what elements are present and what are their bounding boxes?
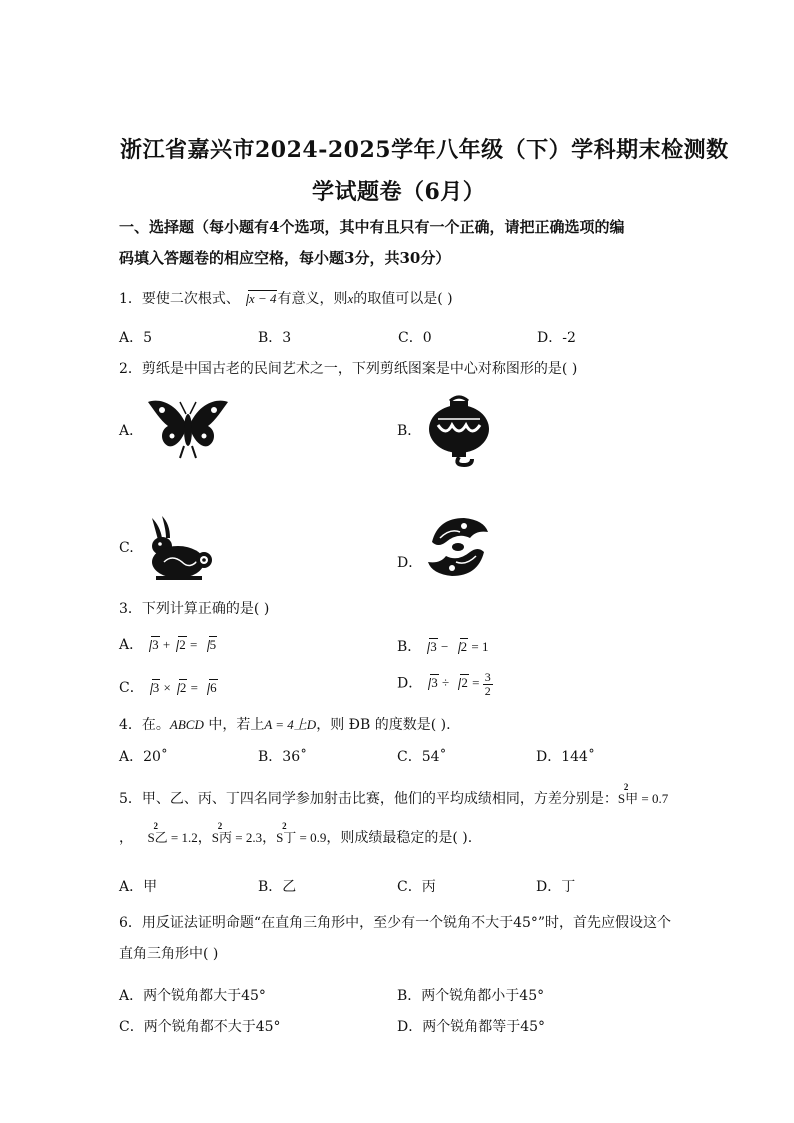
q3-d-label: D． — [397, 675, 423, 692]
q1-variable: x — [347, 291, 354, 306]
q4-option-b[interactable]: B．36˚ — [258, 749, 308, 765]
q1-stem-a: 1．要使二次根式、 — [119, 291, 240, 307]
q1-stem-c: 的取值可以是( ) — [353, 291, 453, 307]
q4-shape: ABCD — [169, 717, 204, 732]
question-5-line1 — [119, 782, 669, 808]
lantern-papercut-icon — [424, 393, 494, 469]
q5-line2-a: ， — [119, 830, 133, 846]
question-6-line1: 6．用反证法证明命题“在直角三角形中，至少有一个锐角不大于45°”时，首先应假设这个 — [119, 915, 672, 931]
butterfly-papercut-icon — [146, 396, 230, 462]
q1-option-c[interactable]: C．0 — [398, 330, 432, 346]
q5-option-b[interactable]: B．乙 — [258, 879, 297, 895]
q3-option-d[interactable] — [397, 671, 493, 698]
q5-variance-ding: 2 S丁 = 0.9 — [276, 821, 327, 845]
q4-angle-expr: A = 4上D — [264, 717, 317, 732]
q3-a-label: A． — [119, 637, 144, 653]
q1-stem-b: 有意义，则 — [277, 291, 348, 307]
q6-option-b[interactable]: B．两个锐角都小于45° — [397, 988, 545, 1004]
section-heading-line2: 码填入答题卷的相应空格，每小题3分，共30分） — [119, 249, 451, 267]
q5-variance-bing: 2 S丙 = 2.3 — [211, 821, 263, 845]
q3-b-expr: 3 − 2 = 1 — [421, 639, 488, 654]
q5-option-c[interactable]: C．丙 — [397, 879, 436, 895]
question-4-stem — [119, 714, 451, 734]
rabbit-papercut-icon — [142, 514, 220, 582]
q6-option-d[interactable]: D．两个锐角都等于45° — [397, 1019, 546, 1035]
page-title-line2: 学试题卷（6月） — [312, 179, 486, 205]
q5-option-a[interactable]: A．甲 — [119, 879, 158, 895]
q2-option-a-label[interactable]: A． — [119, 423, 144, 439]
q1-option-b[interactable]: B．3 — [258, 330, 292, 346]
question-3-stem: 3．下列计算正确的是( ) — [119, 601, 270, 617]
page-title-line1: 浙江省嘉兴市2024-2025学年八年级（下）学科期末检测数 — [120, 137, 729, 163]
question-6-line2: 直角三角形中( ) — [119, 946, 219, 962]
section-heading-line1: 一、选择题（每小题有4个选项，其中有且只有一个正确，请把正确选项的编 — [119, 218, 625, 236]
q4-stem-c: ，则 ÐB 的度数是( ). — [316, 717, 451, 733]
q3-option-c[interactable] — [119, 677, 218, 697]
q4-option-a[interactable]: A．20˚ — [119, 749, 168, 765]
q3-a-expr: 3 + 2 = 5 — [143, 637, 217, 652]
question-1-stem — [119, 288, 453, 308]
q1-option-a[interactable]: A．5 — [119, 330, 153, 346]
question-5-line2: ， 2 S乙 = 1.2， 2 S丙 = 2.3， 2 S丁 = 0.9，则成绩最稳定的是( ). — [119, 821, 473, 846]
q5-line2-b: ，则成绩最稳定的是( ). — [326, 830, 473, 846]
q1-radicand: x − 4 — [248, 291, 277, 306]
q3-d-expr: 3 ÷ 2 = $\frac{3}{2}$ — [422, 675, 492, 690]
q5-variance-jia: 2 S甲 = 0.7 — [617, 782, 669, 806]
q4-stem-a: 4．在。 — [119, 717, 170, 733]
q5-variance-yi: 2 S乙 = 1.2 — [147, 821, 198, 845]
q3-c-label: C． — [119, 680, 144, 696]
q1-option-d[interactable]: D．-2 — [537, 330, 576, 346]
q2-option-b-label[interactable]: B． — [397, 423, 422, 439]
q5-option-d[interactable]: D．丁 — [536, 879, 576, 895]
q4-option-d[interactable]: D．144˚ — [536, 749, 595, 765]
q2-option-c-label[interactable]: C. — [119, 540, 134, 556]
q3-option-b[interactable] — [397, 636, 488, 656]
q4-stem-b: 中，若上 — [203, 717, 265, 733]
q3-c-expr: 3 × 2 = 6 — [144, 680, 218, 695]
q1-radical — [240, 291, 278, 307]
q5-stem-a: 5．甲、乙、丙、丁四名同学参加射击比赛，他们的平均成绩相同，方差分别是： — [119, 791, 618, 807]
q6-option-c[interactable]: C．两个锐角都不大于45° — [119, 1019, 281, 1035]
q6-option-a[interactable]: A．两个锐角都大于45° — [119, 988, 266, 1004]
question-2-stem: 2．剪纸是中国古老的民间艺术之一，下列剪纸图案是中心对称图形的是( ) — [119, 361, 578, 377]
fish-papercut-icon — [424, 512, 492, 582]
q3-b-label: B． — [397, 639, 422, 655]
q3-d-fraction: $\frac{3}{2}$ — [484, 670, 491, 698]
q3-option-a[interactable] — [119, 634, 217, 654]
q4-option-c[interactable]: C．54˚ — [397, 749, 447, 765]
q2-option-d-label[interactable]: D． — [397, 555, 423, 571]
